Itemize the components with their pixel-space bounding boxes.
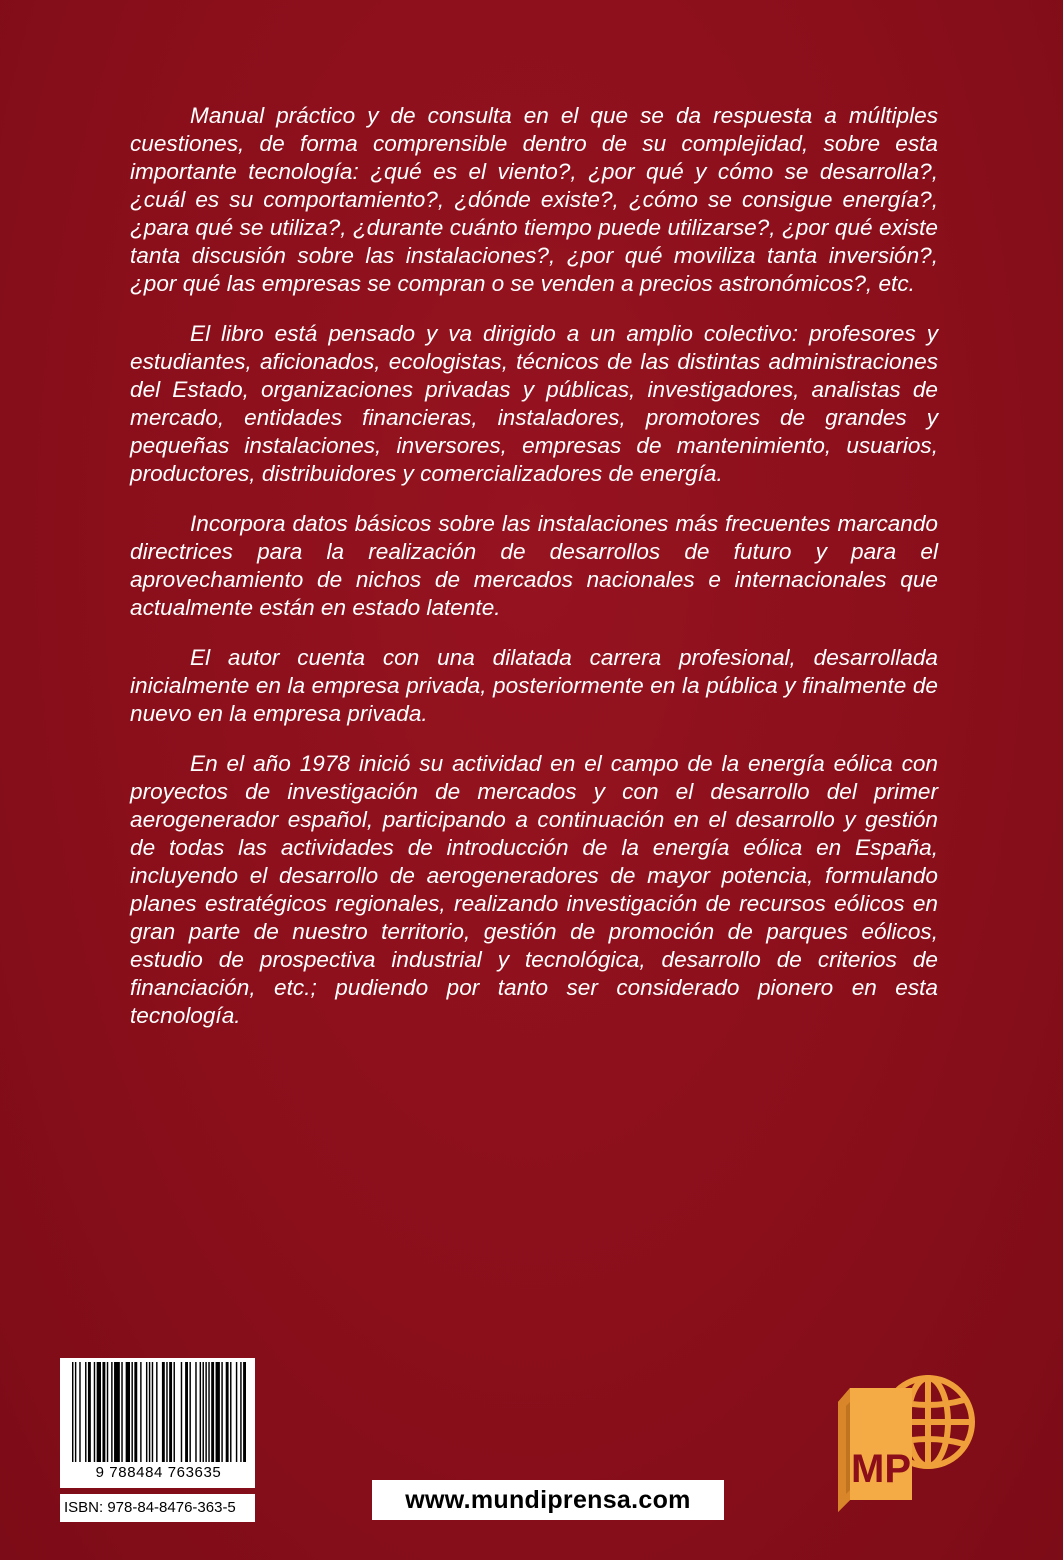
barcode-bar: [230, 1362, 231, 1462]
barcode-bar: [226, 1362, 229, 1462]
barcode-bar: [205, 1362, 206, 1462]
logo-text: MP: [851, 1447, 911, 1491]
barcode-bar: [181, 1362, 182, 1462]
barcode-bar: [126, 1362, 130, 1462]
barcode-bar: [94, 1362, 95, 1462]
barcode-bar: [131, 1362, 132, 1462]
barcode-bar: [102, 1362, 105, 1462]
barcode-bar: [236, 1362, 237, 1462]
barcode-bar: [75, 1362, 76, 1462]
barcode-bar: [216, 1362, 220, 1462]
barcode-bar: [240, 1362, 241, 1462]
barcode-bar: [152, 1362, 153, 1462]
barcode-bar: [208, 1362, 209, 1462]
barcode-bar: [88, 1362, 91, 1462]
barcode-bar: [79, 1362, 80, 1462]
barcode-bar: [189, 1362, 190, 1462]
blurb-paragraph-4: El autor cuenta con una dilatada carrera profesional, desarrollada inicialmente en la empresa privada, posteriormente en la pública y finalmente de nuevo en la empresa privada.: [130, 645, 938, 726]
barcode-digits: 9 788484 763635: [95, 1464, 222, 1481]
barcode-bar: [200, 1362, 201, 1462]
barcode-bar: [146, 1362, 147, 1462]
barcode-bar: [162, 1362, 165, 1462]
barcode-bar: [85, 1362, 86, 1462]
isbn-label: ISBN: 978-84-8476-363-5: [60, 1494, 255, 1522]
barcode-bar: [203, 1362, 204, 1462]
barcode-bars: [68, 1362, 248, 1464]
barcode-bar: [166, 1362, 167, 1462]
barcode-bar: [111, 1362, 112, 1462]
barcode-bar: [140, 1362, 141, 1462]
blurb-paragraph-2: El libro está pensado y va dirigido a un amplio colectivo: profesores y estudiantes, aficionados, ecologistas, técnicos de las distintas administraciones del Estado, organizaciones privadas y públicas, investigadores, analistas de mercado, entidades financieras, instaladores, promotores de grandes y pequeñas instalaciones, inversores, empresas de mantenimiento, usuarios, productores, distribuidores y comercializadores de energía.: [130, 321, 938, 486]
barcode-bar: [221, 1362, 222, 1462]
barcode-bar: [195, 1362, 196, 1462]
barcode-bar: [174, 1362, 175, 1462]
barcode-bar: [149, 1362, 150, 1462]
blurb-paragraph-3: Incorpora datos básicos sobre las instalaciones más frecuentes marcando directrices para la realización de desarrollos de futuro y para el aprovechamiento de nichos de mercados nacionales e internacionales que actualmente están en estado latente.: [130, 511, 938, 620]
barcode-bar: [185, 1362, 188, 1462]
barcode-bar: [114, 1362, 120, 1462]
barcode-bar: [72, 1362, 73, 1462]
barcode: [60, 1358, 255, 1488]
barcode-bar: [107, 1362, 108, 1462]
barcode-bar: [211, 1362, 214, 1462]
website-url: www.mundiprensa.com: [372, 1480, 724, 1520]
book-globe-logo: [832, 1370, 982, 1520]
blurb-text: [130, 102, 938, 1052]
blurb-paragraph-5: En el año 1978 inició su actividad en el campo de la energía eólica con proyectos de investigación de mercados y con el desarrollo del primer aerogenerador español, participando a continuación en el desarrollo y gestión de todas las actividades de introducción de la energía eólica en España, incluyendo el desarrollo de aerogeneradores de mayor potencia, formulando planes estratégicos regionales, realizando investigación de recursos eólicos en gran parte de nuestro territorio, gestión de promoción de parques eólicos, estudio de prospectiva industrial y tecnológica, desarrollo de criterios de financiación, etc.; pudiendo por tanto ser considerado pionero en esta tecnología.: [130, 751, 938, 1028]
barcode-bar: [169, 1362, 172, 1462]
barcode-bar: [134, 1362, 137, 1462]
barcode-bar: [243, 1362, 246, 1462]
barcode-bar: [97, 1362, 101, 1462]
barcode-bar: [156, 1362, 157, 1462]
barcode-bar: [121, 1362, 122, 1462]
blurb-paragraph-1: Manual práctico y de consulta en el que se da respuesta a múltiples cuestiones, de forma comprensible dentro de su complejidad, sobre esta importante tecnología: ¿qué es el viento?, ¿por qué y cómo se desarrolla?, ¿cuál es su comportamiento?, ¿dónde existe?, ¿cómo se consigue energía?, ¿para qué se utiliza?, ¿durante cuánto tiempo puede utilizarse?, ¿por qué existe tanta discusión sobre las instalaciones?, ¿por qué moviliza tanta inversión?, ¿por qué las empresas se compran o se venden a precios astronómicos?, etc.: [130, 103, 938, 296]
